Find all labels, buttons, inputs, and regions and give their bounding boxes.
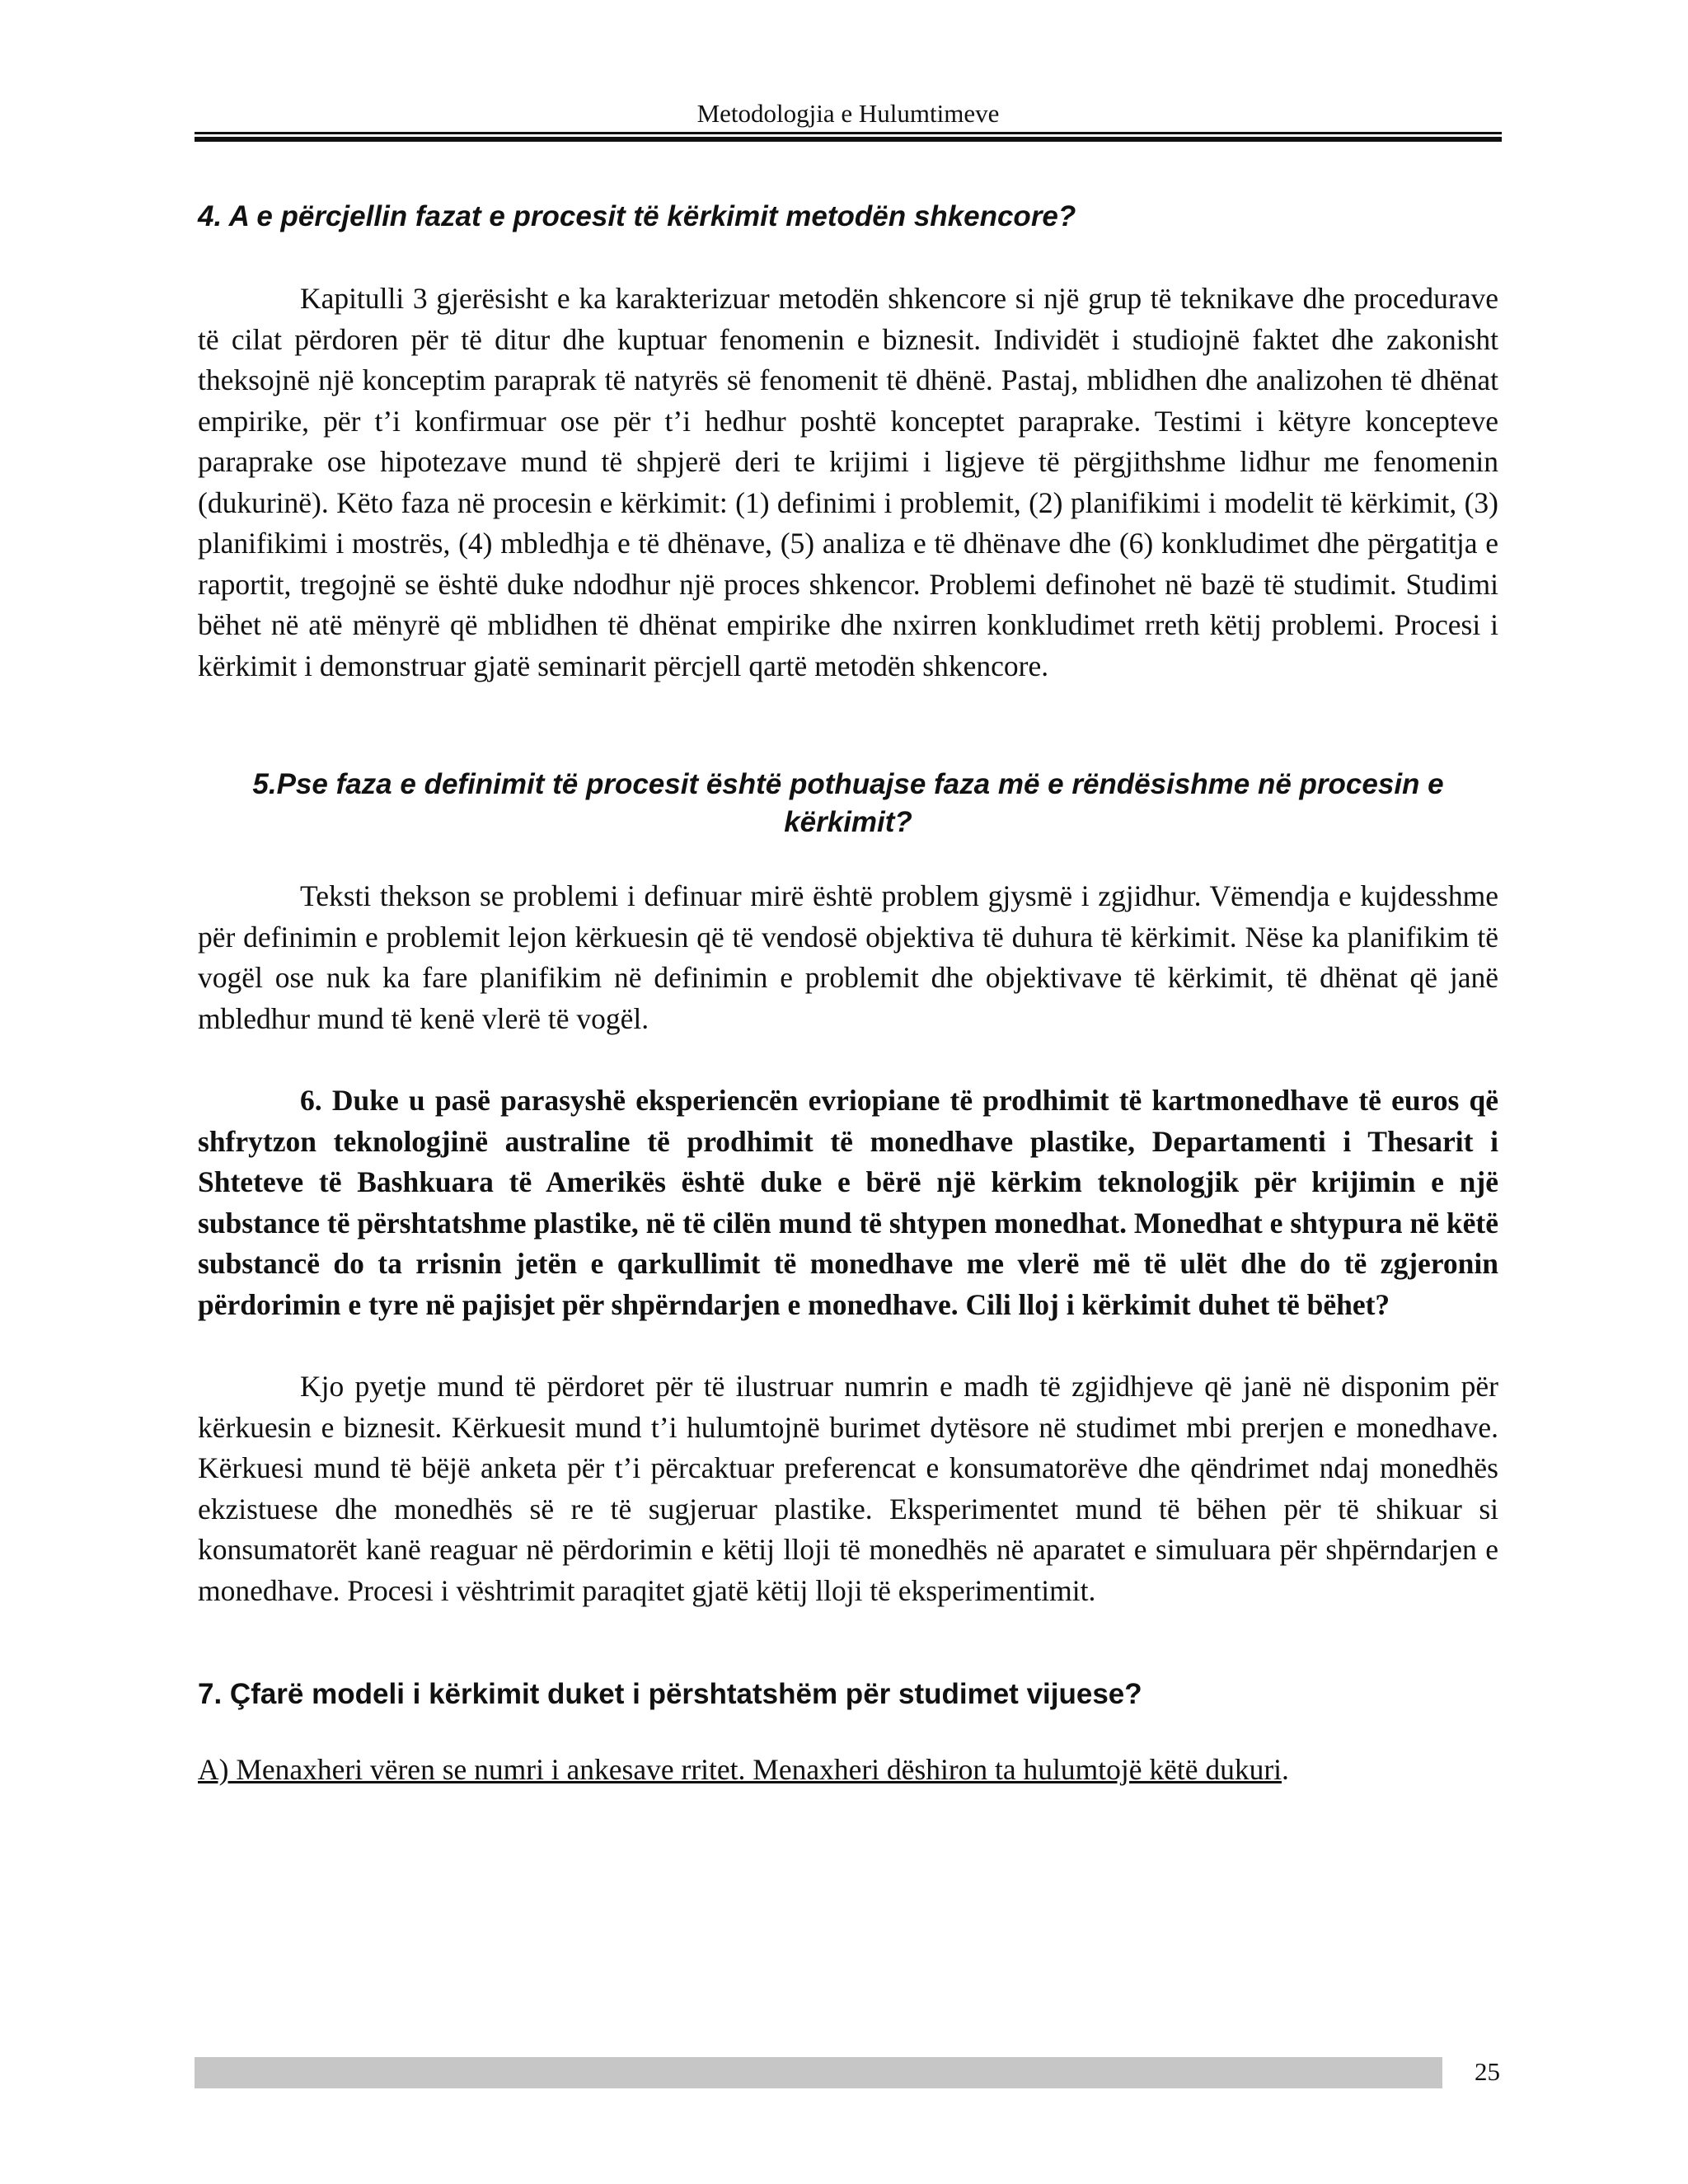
footer-bar — [195, 2057, 1442, 2088]
question-4-heading: 4. A e përcjellin fazat e procesit të kërkimit metodën shkencore? — [198, 200, 1076, 232]
answer-4-paragraph: Kapitulli 3 gjerësisht e ka karakterizuar metodën shkencore si një grup të teknikave dhe procedurave të cilat përdoren për të ditur dhe kuptuar fenomenin e biznesit. Individët i studiojnë faktet dhe zakonisht theksojnë një konceptim paraprak të natyrës së fenomenit të dhënë. Pastaj, mblidhen dhe analizohen të dhënat empirike, për t’i konfirmuar ose për t’i hedhur poshtë konceptet paraprake. Testimi i këtyre koncepteve paraprake ose hipotezave mund të shpjerë deri te krijimi i ligjeve të përgjithshme lidhur me fenomenin (dukurinë). Këto faza në procesin e kërkimit: (1) definimi i problemit, (2) planifikimi i modelit të kërkimit, (3) planifikimi i mostrës, (4) mbledhja e të dhënave, (5) analiza e të dhënave dhe (6) konkludimet dhe përgatitja e raportit, tregojnë se është duke ndodhur një proces shkencor. Problemi definohet në bazë të studimit. Studimi bëhet në atë mënyrë që mblidhen të dhënat empirike dhe nxirren konkludimet rreth këtij problemi. Procesi i kërkimit i demonstruar gjatë seminarit përcjell qartë metodën shkencore. — [198, 282, 1498, 682]
header-rule-thick — [195, 137, 1502, 142]
header-rule-thin — [195, 132, 1502, 134]
question-7-item-a — [198, 1750, 1498, 1791]
question-7-item-a-period: . — [1282, 1753, 1289, 1786]
answer-6-paragraph: Kjo pyetje mund të përdoret për të ilustruar numrin e madh të zgjidhjeve që janë në disponim për kërkuesin e biznesit. Kërkuesit mund t’i hulumtojnë burimet dytësore në studimet mbi prerjen e monedhave. Kërkuesi mund të bëjë anketa për t’i përcaktuar preferencat e konsumatorëve dhe qëndrimet ndaj monedhës ekzistuese dhe monedhës së re të sugjeruar plastike. Eksperimentet mund të bëhen për të shikuar si konsumatorët kanë reaguar në përdorimin e këtij lloji të monedhës në aparatet e simuluara për shpërndarjen e monedhave. Procesi i vështrimit paraqitet gjatë këtij lloji të eksperimentimit. — [198, 1370, 1498, 1607]
answer-5-paragraph: Teksti thekson se problemi i definuar mirë është problem gjysmë i zgjidhur. Vëmendja e kujdesshme për definimin e problemit lejon kërkuesin që të vendosë objektiva të duhura të kërkimit. Nëse ka planifikim të vogël ose nuk ka fare planifikim në definimin e problemit dhe objektivave të kërkimit, të dhënat që janë mbledhur mund të kenë vlerë të vogël. — [198, 879, 1498, 1035]
question-6-paragraph: 6. Duke u pasë parasyshë eksperiencën evriopiane të prodhimit të kartmonedhave të euros që shfrytzon teknologjinë australine të prodhimit të monedhave plastike, Departamenti i Thesarit i Shteteve të Bashkuara të Amerikës është duke e bërë një kërkim teknologjik për krijimin e një substance të përshtatshme plastike, në të cilën mund të shtypen monedhat. Monedhat e shtypura në këtë substancë do ta rrisnin jetën e qarkullimit të monedhave me vlerë më të ulët dhe do të zgjeronin përdorimin e tyre në pajisjet për shpërndarjen e monedhave. Cili lloj i kërkimit duhet të bëhet? — [198, 1084, 1498, 1321]
running-header-title: Metodologjia e Hulumtimeve — [696, 99, 1000, 128]
question-7-item-a-text: A) Menaxheri vëren se numri i ankesave rritet. Menaxheri dëshiron ta hulumtojë këtë dukuri — [198, 1753, 1282, 1786]
question-5-heading: 5.Pse faza e definimit të procesit është pothuajse faza më e rëndësishme në procesin e kërkimit? — [252, 768, 1444, 838]
page-number: 25 — [1475, 2057, 1500, 2086]
page-content — [198, 198, 1498, 1791]
question-7-heading: 7. Çfarë modeli i kërkimit duket i përshtatshëm për studimet vijuese? — [198, 1678, 1142, 1710]
